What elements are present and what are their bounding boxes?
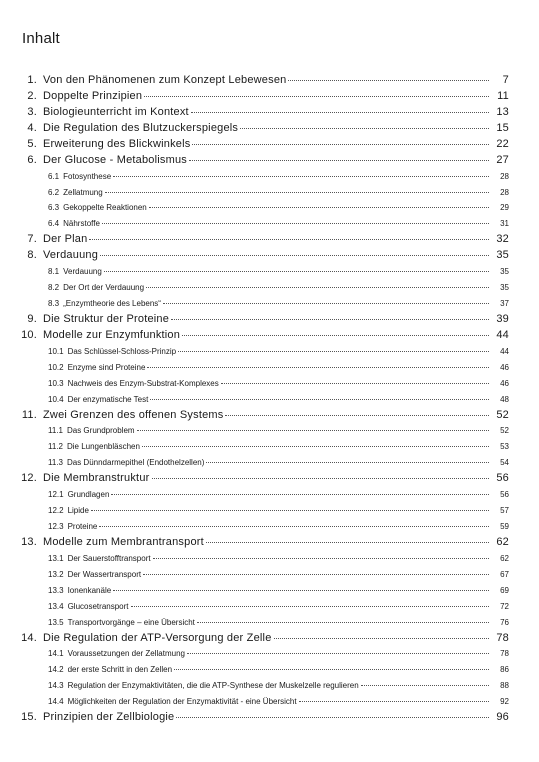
- toc-number: 6.3: [48, 203, 60, 213]
- toc-label: Der Plan: [43, 233, 88, 246]
- toc-number: 10.1: [48, 346, 64, 356]
- toc-page-number: 11: [497, 89, 509, 102]
- toc-number: 13.2: [48, 569, 64, 579]
- dot-leader: [142, 446, 489, 447]
- toc-chapter-row[interactable]: [0, 249, 539, 261]
- toc-page-number: 48: [500, 394, 509, 404]
- toc-page-number: 54: [500, 458, 509, 468]
- toc-label: Proteine: [67, 522, 98, 532]
- toc-page-number: 15: [496, 121, 509, 134]
- toc-page-number: 76: [500, 617, 509, 627]
- toc-chapter-row[interactable]: [0, 90, 539, 102]
- dot-leader: [182, 335, 489, 336]
- toc-page-number: 56: [500, 490, 509, 500]
- toc-number: 12.: [21, 472, 37, 485]
- toc-number: 11.1: [48, 426, 63, 436]
- dot-leader: [225, 415, 489, 416]
- toc-page-number: 28: [500, 187, 509, 197]
- toc-label: Transportvorgänge – eine Übersicht: [67, 617, 195, 627]
- toc-number: 5.: [27, 137, 37, 150]
- toc-number: 7.: [27, 233, 37, 246]
- toc-section-row[interactable]: [0, 299, 539, 308]
- toc-number: 13.3: [48, 585, 64, 595]
- dot-leader: [152, 478, 490, 479]
- dot-leader: [102, 223, 489, 224]
- toc-chapter-row[interactable]: [0, 122, 539, 134]
- toc-section-row[interactable]: [0, 267, 539, 276]
- toc-number: 10.2: [48, 362, 64, 372]
- dot-leader: [149, 207, 489, 208]
- toc-number: 13.: [21, 535, 37, 548]
- toc-section-row[interactable]: [0, 363, 539, 372]
- toc-label: Die Lungenbläschen: [66, 442, 140, 452]
- toc-label: Zellatmung: [63, 187, 103, 197]
- toc-label: Der Sauerstofftransport: [67, 553, 151, 563]
- toc-label: Prinzipien der Zellbiologie: [43, 711, 175, 724]
- toc-label: Die Regulation der ATP-Versorgung der Zelle: [43, 631, 272, 644]
- toc-number: 2.: [27, 89, 37, 102]
- toc-section-row[interactable]: [0, 490, 539, 499]
- toc-label: Die Regulation des Blutzuckerspiegels: [43, 121, 239, 134]
- dot-leader: [89, 239, 489, 240]
- toc-number: 12.3: [48, 522, 64, 532]
- dot-leader: [150, 399, 489, 400]
- toc-label: Modelle zur Enzymfunktion: [43, 328, 181, 341]
- toc-section-row[interactable]: [0, 602, 539, 611]
- toc-page-number: 52: [496, 408, 509, 421]
- toc-page-number: 35: [500, 267, 509, 277]
- dot-leader: [288, 80, 489, 81]
- toc-number: 6.4: [48, 219, 60, 229]
- toc-number: 11.3: [48, 458, 63, 468]
- toc-page-number: 35: [496, 249, 509, 262]
- toc-label: Das Dünndarmepithel (Endothelzellen): [66, 458, 205, 468]
- toc-number: 11.2: [48, 442, 63, 452]
- toc-page-number: 67: [500, 569, 509, 579]
- dot-leader: [361, 685, 489, 686]
- toc-number: 12.1: [48, 490, 64, 500]
- toc-section-row[interactable]: [0, 188, 539, 197]
- toc-chapter-row[interactable]: [0, 472, 539, 484]
- toc-section-row[interactable]: [0, 458, 539, 467]
- toc-page-number: 96: [496, 711, 509, 724]
- toc-section-row[interactable]: [0, 426, 539, 435]
- dot-leader: [189, 160, 489, 161]
- toc-section-row[interactable]: [0, 506, 539, 515]
- toc-chapter-row[interactable]: [0, 74, 539, 86]
- toc-number: 11.: [21, 408, 37, 421]
- toc-number: 8.1: [48, 267, 60, 277]
- toc-page-number: 44: [496, 328, 509, 341]
- toc-page-number: 72: [500, 601, 509, 611]
- toc-section-row[interactable]: [0, 618, 539, 627]
- dot-leader: [221, 383, 489, 384]
- toc-page-number: 46: [500, 378, 509, 388]
- toc-number: 15.: [21, 711, 37, 724]
- toc-chapter-row[interactable]: [0, 154, 539, 166]
- toc-number: 6.2: [48, 187, 60, 197]
- toc-page-number: 62: [500, 553, 509, 563]
- toc-page-number: 62: [496, 535, 509, 548]
- toc-number: 10.3: [48, 378, 64, 388]
- toc-label: Regulation der Enzymaktivitäten, die die ATP-Synthese der Muskelzelle regulieren: [67, 681, 359, 691]
- dot-leader: [143, 574, 489, 575]
- dot-leader: [137, 430, 489, 431]
- toc-page-number: 46: [500, 362, 509, 372]
- toc-label: „Enzymtheorie des Lebens“: [63, 299, 161, 309]
- toc-label: Modelle zum Membrantransport: [43, 535, 204, 548]
- toc-page-number: 27: [496, 153, 509, 166]
- dot-leader: [171, 319, 489, 320]
- toc-chapter-row[interactable]: [0, 632, 539, 644]
- toc-label: Der Glucose - Metabolismus: [43, 153, 187, 166]
- toc-page-number: 28: [500, 171, 509, 181]
- dot-leader: [299, 701, 489, 702]
- toc-page-number: 78: [500, 649, 509, 659]
- toc-chapter-row[interactable]: [0, 233, 539, 245]
- toc-number: 13.4: [48, 601, 64, 611]
- dot-leader: [192, 144, 489, 145]
- toc-number: 8.2: [48, 283, 60, 293]
- toc-page-number: 31: [500, 219, 509, 229]
- toc-section-row[interactable]: [0, 570, 539, 579]
- toc-label: Enzyme sind Proteine: [67, 362, 146, 372]
- toc-label: Erweiterung des Blickwinkels: [43, 137, 191, 150]
- toc-page-number: 53: [500, 442, 509, 452]
- toc-number: 8.: [27, 249, 37, 262]
- toc-label: Grundlagen: [67, 490, 110, 500]
- toc-label: Von den Phänomenen zum Konzept Lebewesen: [43, 74, 287, 86]
- toc-number: 10.4: [48, 394, 64, 404]
- toc-section-row[interactable]: [0, 665, 539, 674]
- dot-leader: [113, 590, 489, 591]
- dot-leader: [174, 669, 489, 670]
- toc-section-row[interactable]: [0, 283, 539, 292]
- dot-leader: [176, 717, 489, 718]
- toc-section-row[interactable]: [0, 554, 539, 563]
- toc-number: 1.: [27, 74, 37, 86]
- toc-page-number: 44: [500, 346, 509, 356]
- dot-leader: [104, 271, 489, 272]
- dot-leader: [131, 606, 490, 607]
- toc-chapter-row[interactable]: [0, 138, 539, 150]
- dot-leader: [191, 112, 489, 113]
- toc-number: 6.: [27, 153, 37, 166]
- toc-section-row[interactable]: [0, 219, 539, 228]
- dot-leader: [187, 653, 489, 654]
- toc-label: Nachweis des Enzym-Substrat-Komplexes: [67, 378, 219, 388]
- toc-section-row[interactable]: [0, 347, 539, 356]
- toc-chapter-row[interactable]: [0, 711, 539, 723]
- dot-leader: [146, 287, 489, 288]
- toc-page-number: 88: [500, 681, 509, 691]
- toc-page-number: 39: [496, 312, 509, 325]
- toc-label: Zwei Grenzen des offenen Systems: [43, 408, 224, 421]
- toc-number: 8.3: [48, 299, 60, 309]
- toc-chapter-row[interactable]: [0, 106, 539, 118]
- toc-label: Möglichkeiten der Regulation der Enzymaktivität - eine Übersicht: [67, 697, 297, 707]
- toc-section-row[interactable]: [0, 203, 539, 212]
- toc-label: Biologieunterricht im Kontext: [43, 105, 189, 118]
- toc-section-row[interactable]: [0, 649, 539, 658]
- dot-leader: [206, 542, 489, 543]
- toc-page-number: 35: [500, 283, 509, 293]
- toc-label: Nährstoffe: [63, 219, 100, 229]
- toc-number: 4.: [27, 121, 37, 134]
- toc-label: Glucosetransport: [67, 601, 129, 611]
- toc-chapter-row[interactable]: [0, 409, 539, 421]
- toc-label: Der enzymatische Test: [67, 394, 149, 404]
- toc-page-number: 59: [500, 522, 509, 532]
- toc-page-number: 52: [500, 426, 509, 436]
- toc-label: Der Ort der Verdauung: [63, 283, 145, 293]
- dot-leader: [206, 462, 489, 463]
- toc-label: Das Schlüssel-Schloss-Prinzip: [67, 346, 177, 356]
- toc-page-number: 13: [496, 105, 509, 118]
- toc-number: 13.5: [48, 617, 64, 627]
- dot-leader: [197, 622, 489, 623]
- toc-page-number: 57: [500, 506, 509, 516]
- toc-label: Das Grundproblem: [66, 426, 135, 436]
- toc-chapter-row[interactable]: [0, 329, 539, 341]
- dot-leader: [105, 192, 489, 193]
- dot-leader: [99, 526, 489, 527]
- toc-number: 14.3: [48, 681, 64, 691]
- dot-leader: [91, 510, 489, 511]
- toc-section-row[interactable]: [0, 379, 539, 388]
- toc-section-row[interactable]: [0, 586, 539, 595]
- toc-page-number: 69: [500, 585, 509, 595]
- toc-page-number: 7: [502, 74, 509, 86]
- toc-page-number: 78: [496, 631, 509, 644]
- toc-section-row[interactable]: [0, 522, 539, 531]
- toc-number: 12.2: [48, 506, 64, 516]
- toc-number: 14.4: [48, 697, 64, 707]
- dot-leader: [111, 494, 489, 495]
- dot-leader: [153, 558, 489, 559]
- toc-page-number: 29: [500, 203, 509, 213]
- dot-leader: [178, 351, 489, 352]
- toc-label: Der Wassertransport: [67, 569, 142, 579]
- toc-section-row[interactable]: [0, 697, 539, 706]
- toc-label: Ionenkanäle: [67, 585, 112, 595]
- dot-leader: [274, 638, 489, 639]
- toc-label: Lipide: [67, 506, 89, 516]
- dot-leader: [163, 303, 489, 304]
- dot-leader: [147, 367, 489, 368]
- dot-leader: [240, 128, 489, 129]
- toc-label: Voraussetzungen der Zellatmung: [67, 649, 185, 659]
- toc-number: 14.1: [48, 649, 64, 659]
- toc-label: Die Struktur der Proteine: [43, 312, 170, 325]
- toc-number: 6.1: [48, 171, 60, 181]
- toc-page-number: 37: [500, 299, 509, 309]
- toc-section-row[interactable]: [0, 442, 539, 451]
- toc-number: 14.2: [48, 665, 64, 675]
- toc-label: Verdauung: [63, 267, 102, 277]
- toc-page-number: 32: [496, 233, 509, 246]
- toc-label: Gekoppelte Reaktionen: [63, 203, 147, 213]
- toc-page-number: 86: [500, 665, 509, 675]
- dot-leader: [100, 255, 489, 256]
- toc-number: 10.: [21, 328, 37, 341]
- toc-chapter-row[interactable]: [0, 313, 539, 325]
- toc-page-number: 22: [496, 137, 509, 150]
- toc-label: Verdauung: [43, 249, 99, 262]
- toc-label: der erste Schritt in den Zellen: [67, 665, 173, 675]
- toc-section-row[interactable]: [0, 172, 539, 181]
- toc-section-row[interactable]: [0, 395, 539, 404]
- toc-number: 13.1: [48, 553, 64, 563]
- toc-label: Fotosynthese: [63, 171, 112, 181]
- page-title: Inhalt: [22, 30, 60, 47]
- toc-label: Die Membranstruktur: [43, 472, 150, 485]
- dot-leader: [113, 176, 489, 177]
- toc-page-number: 56: [496, 472, 509, 485]
- toc-number: 3.: [27, 105, 37, 118]
- toc-number: 9.: [27, 312, 37, 325]
- toc-page-number: 92: [500, 697, 509, 707]
- dot-leader: [144, 96, 489, 97]
- toc-label: Doppelte Prinzipien: [43, 89, 143, 102]
- toc-section-row[interactable]: [0, 681, 539, 690]
- toc-chapter-row[interactable]: [0, 536, 539, 548]
- toc-number: 14.: [21, 631, 37, 644]
